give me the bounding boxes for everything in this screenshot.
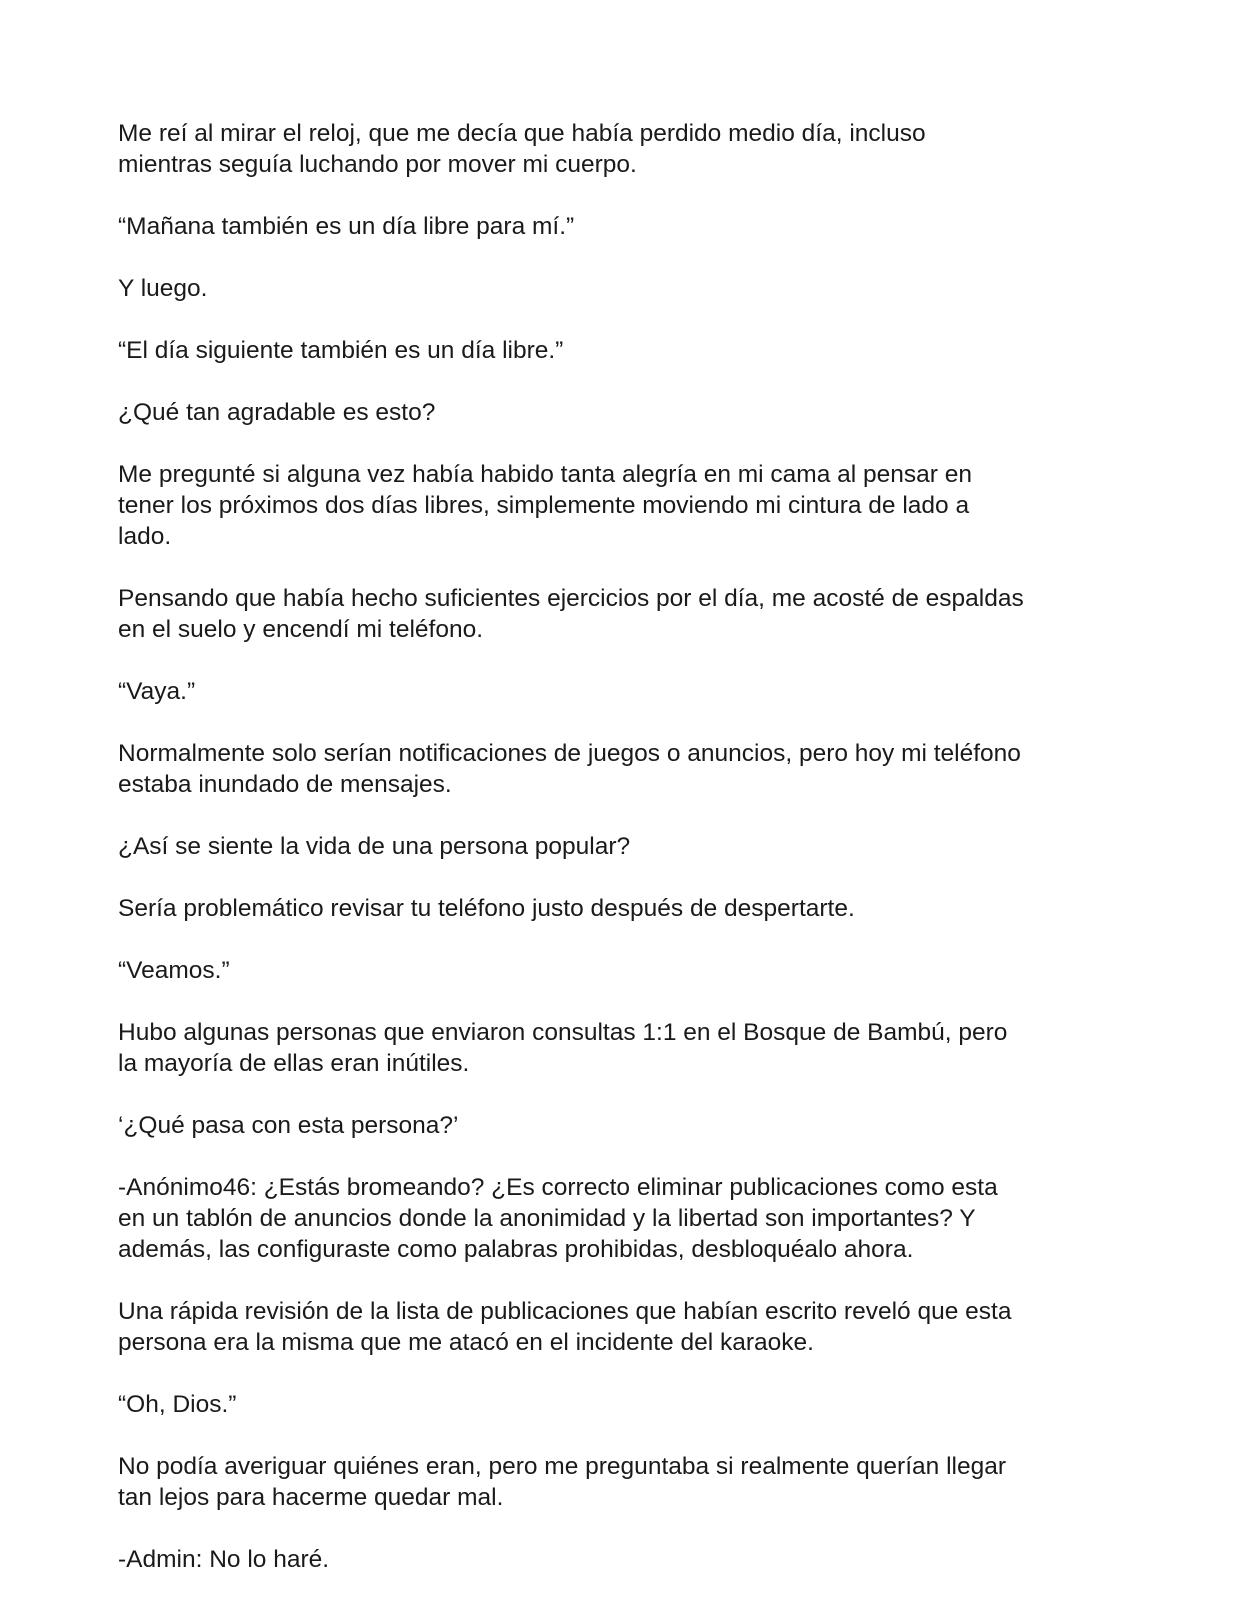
text-line: “Vaya.”: [118, 678, 196, 705]
text-line: Sería problemático revisar tu teléfono justo después de despertarte.: [118, 895, 855, 922]
text-line: Una rápida revisión de la lista de publicaciones que habían escrito reveló que esta: [118, 1298, 1012, 1325]
paragraph: [118, 893, 1128, 924]
paragraph: [118, 1389, 1128, 1420]
text-line: “Oh, Dios.”: [118, 1391, 237, 1418]
text-line: ‘¿Qué pasa con esta persona?’: [118, 1112, 459, 1139]
text-line: en el suelo y encendí mi teléfono.: [118, 616, 484, 643]
text-line: “Veamos.”: [118, 957, 230, 984]
paragraph: [118, 459, 1128, 552]
paragraph: [118, 1544, 1128, 1575]
text-line: ¿Así se siente la vida de una persona popular?: [118, 833, 631, 860]
text-line: ¿Qué tan agradable es esto?: [118, 399, 436, 426]
text-line: -Admin: No lo haré.: [118, 1546, 330, 1573]
text-line: “Mañana también es un día libre para mí.”: [118, 213, 575, 240]
paragraph: [118, 831, 1128, 862]
document-page: [118, 118, 1128, 1606]
text-line: “El día siguiente también es un día libre.”: [118, 337, 564, 364]
paragraph: [118, 397, 1128, 428]
paragraph: [118, 1451, 1128, 1513]
paragraph: [118, 273, 1128, 304]
paragraph: [118, 1017, 1128, 1079]
paragraph: [118, 955, 1128, 986]
text-line: Me pregunté si alguna vez había habido tanta alegría en mi cama al pensar en: [118, 461, 972, 488]
text-line: en un tablón de anuncios donde la anonimidad y la libertad son importantes? Y: [118, 1205, 976, 1232]
text-line: persona era la misma que me atacó en el incidente del karaoke.: [118, 1329, 814, 1356]
text-line: la mayoría de ellas eran inútiles.: [118, 1050, 470, 1077]
text-line: Normalmente solo serían notificaciones de juegos o anuncios, pero hoy mi teléfono: [118, 740, 1021, 767]
text-line: lado.: [118, 523, 172, 550]
text-line: Hubo algunas personas que enviaron consultas 1:1 en el Bosque de Bambú, pero: [118, 1019, 1008, 1046]
text-line: además, las configuraste como palabras prohibidas, desbloquéalo ahora.: [118, 1236, 914, 1263]
text-line: No podía averiguar quiénes eran, pero me preguntaba si realmente querían llegar: [118, 1453, 1007, 1480]
text-line: Y luego.: [118, 275, 208, 302]
paragraph: [118, 118, 1128, 180]
paragraph: [118, 1296, 1128, 1358]
paragraph: [118, 583, 1128, 645]
text-line: estaba inundado de mensajes.: [118, 771, 452, 798]
paragraph: [118, 211, 1128, 242]
text-line: Me reí al mirar el reloj, que me decía que había perdido medio día, incluso: [118, 120, 926, 147]
text-line: tan lejos para hacerme quedar mal.: [118, 1484, 504, 1511]
paragraph: [118, 335, 1128, 366]
text-line: mientras seguía luchando por mover mi cuerpo.: [118, 151, 637, 178]
paragraph: [118, 1172, 1128, 1265]
text-line: Pensando que había hecho suficientes ejercicios por el día, me acosté de espaldas: [118, 585, 1024, 612]
paragraph: [118, 676, 1128, 707]
paragraph: [118, 1110, 1128, 1141]
text-line: tener los próximos dos días libres, simplemente moviendo mi cintura de lado a: [118, 492, 970, 519]
paragraph: [118, 738, 1128, 800]
text-line: -Anónimo46: ¿Estás bromeando? ¿Es correcto eliminar publicaciones como esta: [118, 1174, 998, 1201]
